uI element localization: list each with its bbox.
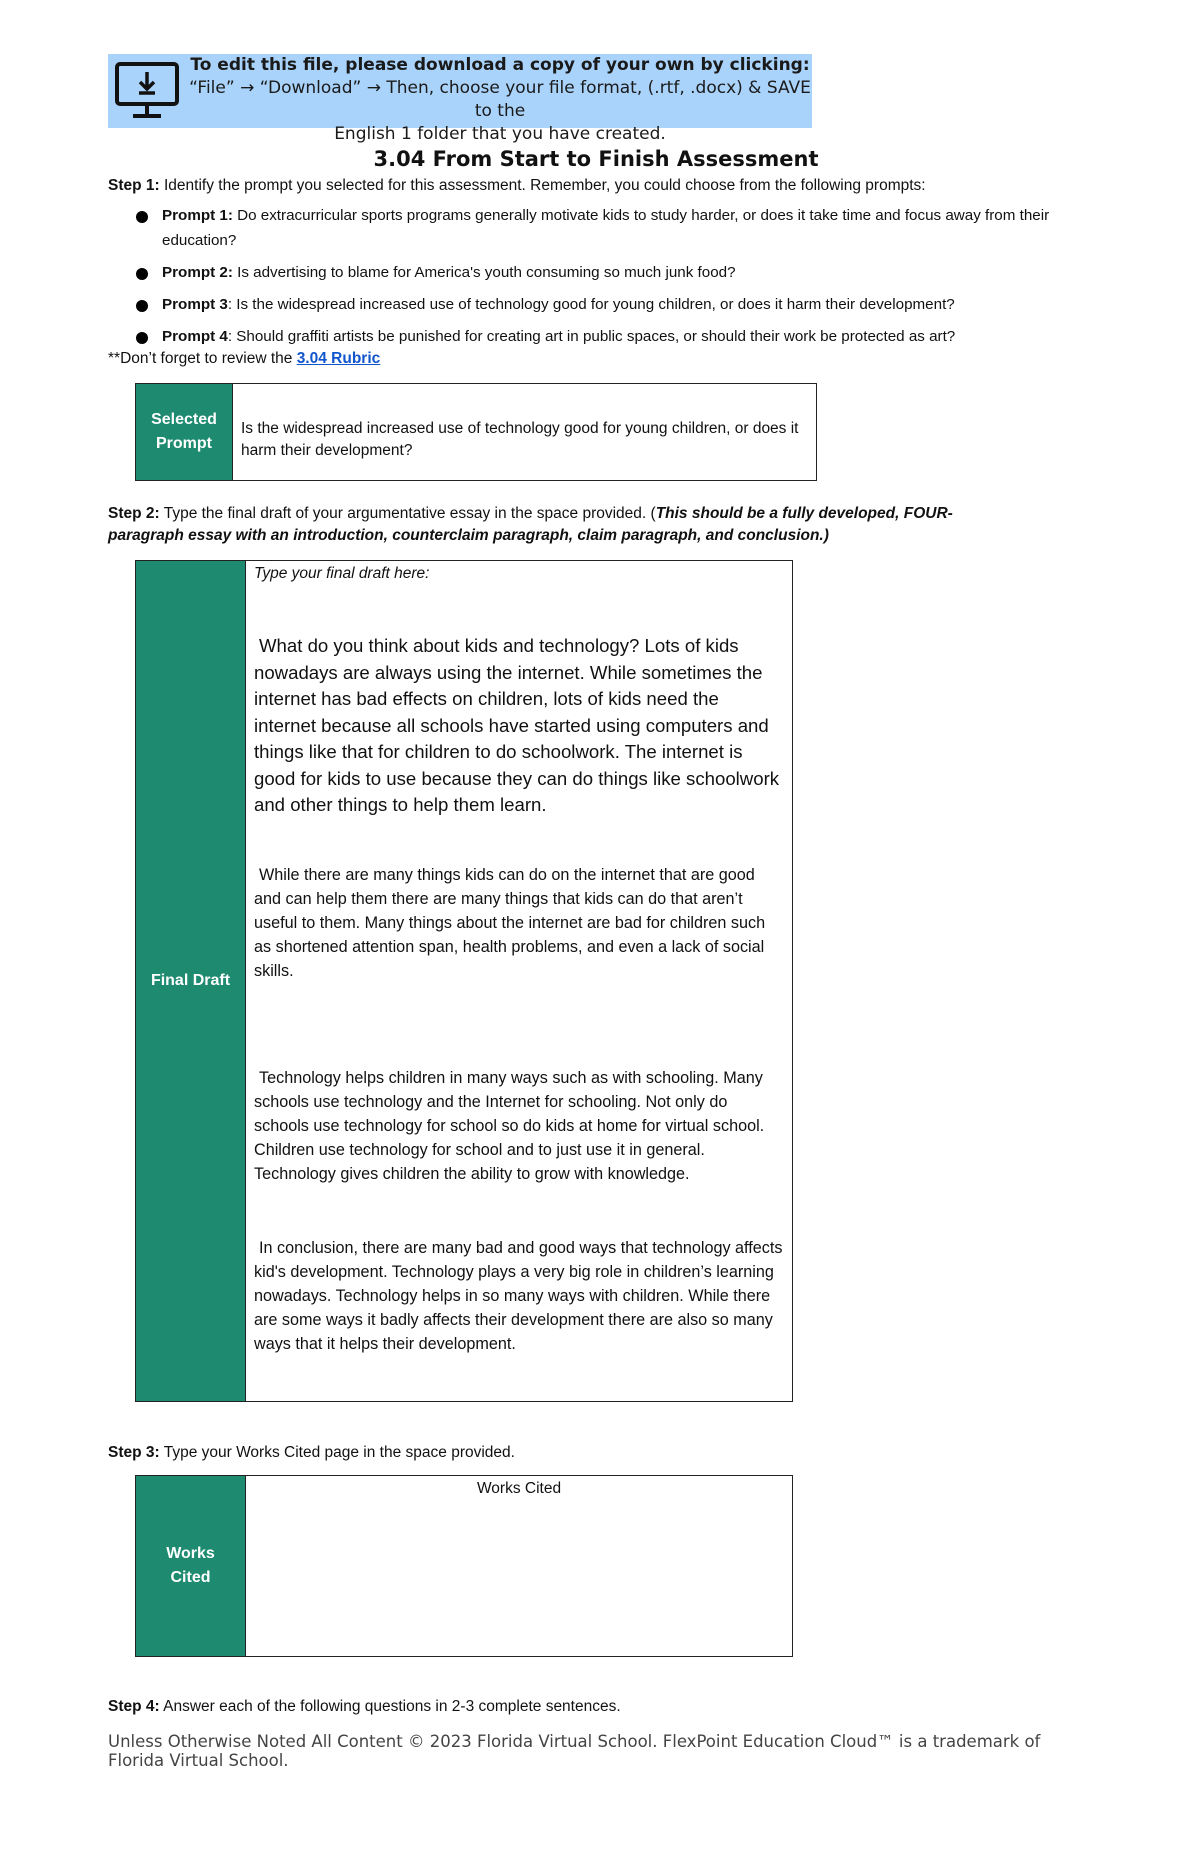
- list-item: [134, 203, 1084, 253]
- essay-paragraph-text: While there are many things kids can do on the internet that are good and can help them there are many things that kids can do that aren’t useful to them. Many things about the internet are bad for children such as shortened attention span, health problems, and even a lack of social skills.: [254, 866, 766, 980]
- prompt-label: Prompt 1:: [162, 207, 233, 224]
- banner-text: [188, 54, 812, 146]
- essay-paragraph-2: [254, 863, 784, 983]
- step4-text: Answer each of the following questions in 2-3 complete sentences.: [163, 1698, 621, 1715]
- step1-label: Step 1:: [108, 177, 160, 194]
- prompt-label: Prompt 2:: [162, 264, 233, 281]
- rubric-reminder: [108, 348, 1088, 370]
- works-cited-label: Works Cited: [136, 1476, 246, 1656]
- essay-paragraph-text: What do you think about kids and technology? Lots of kids nowadays are always using the internet. While sometimes the internet has bad effects on children, lots of kids need the internet because all schools have started using computers and things like that for children to do schoolwork. The internet is good for kids to use because they can do things like schoolwork and other things to help them learn.: [254, 635, 780, 815]
- list-item: [134, 324, 1084, 349]
- works-cited-table: [135, 1475, 793, 1657]
- essay-paragraph-4: [254, 1236, 784, 1356]
- final-draft-field[interactable]: [246, 561, 792, 1401]
- prompt-text: Do extracurricular sports programs generally motivate kids to study harder, or does it take time and focus away from their education?: [162, 207, 1050, 249]
- step2-emphasis: This should be a fully developed, FOUR-paragraph essay with an introduction, counterclaim paragraph, claim paragraph, and conclusion.): [108, 505, 953, 544]
- selected-prompt-table: [135, 383, 817, 481]
- final-draft-label: Final Draft: [136, 561, 246, 1401]
- prompt-text: Is advertising to blame for America's youth consuming so much junk food?: [237, 264, 736, 281]
- step2-label: Step 2:: [108, 505, 160, 522]
- bullet-icon: [136, 268, 148, 280]
- selected-prompt-field[interactable]: Is the widespread increased use of technology good for young children, or does it harm their development?: [241, 420, 799, 459]
- banner-line-1: To edit this file, please download a copy of your own by clicking:: [190, 55, 810, 75]
- prompt-label: Prompt 3: [162, 296, 228, 313]
- page-title: 3.04 From Start to Finish Assessment: [373, 147, 819, 171]
- prompt-text: : Should graffiti artists be punished for creating art in public spaces, or should their work be protected as art?: [227, 328, 956, 345]
- step4-line: [108, 1696, 1088, 1718]
- prompt-label: Prompt 4: [162, 328, 228, 345]
- banner-line-2: “File” → “Download” → Then, choose your file format, (.rtf, .docx) & SAVE to the: [189, 78, 811, 121]
- final-draft-table: [135, 560, 793, 1402]
- selected-prompt-label: Selected Prompt: [136, 384, 233, 480]
- download-computer-icon: [114, 58, 180, 124]
- rubric-prefix: **Don’t forget to review the: [108, 350, 293, 367]
- prompt-text: : Is the widespread increased use of technology good for young children, or does it harm their development?: [227, 296, 955, 313]
- list-item: [134, 260, 1084, 285]
- step4-label: Step 4:: [108, 1698, 160, 1715]
- bullet-icon: [136, 211, 148, 223]
- step3-label: Step 3:: [108, 1444, 160, 1461]
- final-draft-instruction: Type your final draft here:: [254, 565, 430, 582]
- bullet-icon: [136, 332, 148, 344]
- step3-text: Type your Works Cited page in the space provided.: [163, 1444, 515, 1461]
- prompt-list: [134, 203, 1084, 356]
- step2-text: Type the final draft of your argumentative essay in the space provided. (: [163, 505, 656, 522]
- essay-paragraph-text: Technology helps children in many ways such as with schooling. Many schools use technology and the Internet for schooling. Not only do schools use technology for school so do kids at home for virtual school. Children use technology for school and to just use it in general. Technology gives children the ability to grow with knowledge.: [254, 1069, 765, 1183]
- essay-paragraph-1: [254, 633, 784, 819]
- step1-line: [108, 175, 1088, 197]
- essay-paragraph-3: [254, 1066, 784, 1186]
- works-cited-field[interactable]: [246, 1476, 792, 1656]
- step2-line: [108, 503, 1028, 547]
- works-cited-heading: Works Cited: [476, 1480, 562, 1497]
- essay-paragraph-text: In conclusion, there are many bad and good ways that technology affects kid's development. Technology plays a very big role in children’s learning nowadays. Technology helps in so many ways with children. While there are some ways it badly affects their development there are also so many ways that it helps their development.: [254, 1239, 783, 1353]
- step3-line: [108, 1442, 1088, 1464]
- bullet-icon: [136, 300, 148, 312]
- rubric-link[interactable]: 3.04 Rubric: [296, 350, 381, 367]
- step1-text: Identify the prompt you selected for this assessment. Remember, you could choose from the following prompts:: [164, 177, 926, 194]
- banner-line-3: English 1 folder that you have created.: [334, 124, 666, 144]
- copyright-footer: Unless Otherwise Noted All Content © 2023 Florida Virtual School. FlexPoint Education Cloud™ is a trademark of Florida Virtual School.: [108, 1732, 1041, 1770]
- list-item: [134, 292, 1084, 317]
